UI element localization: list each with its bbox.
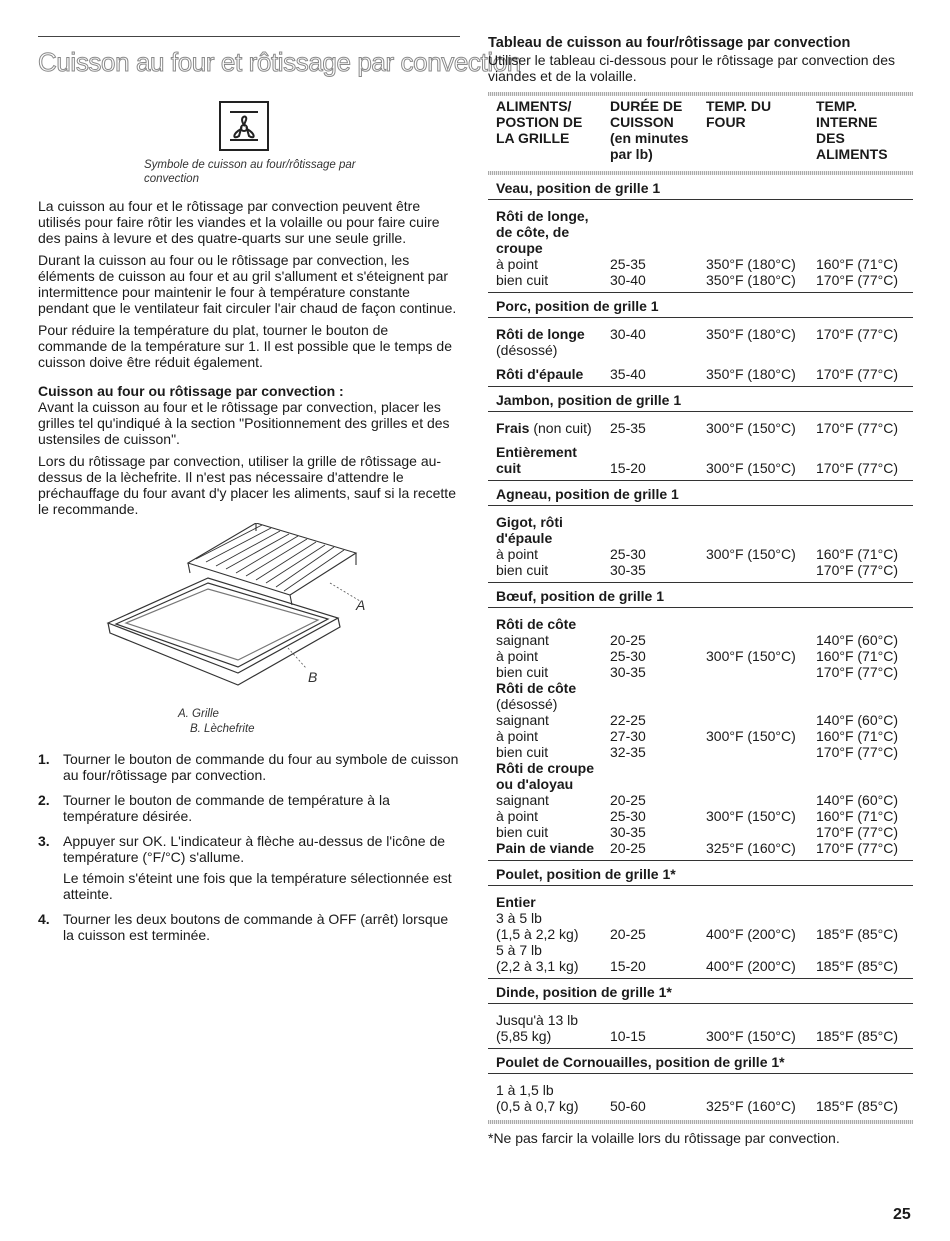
- table-intro: Utiliser le tableau ci-dessous pour le rôtissage par convection des viandes et de la volaille.: [488, 52, 895, 84]
- cell-food: [496, 208, 589, 224]
- cell-time: 35-40: [610, 366, 646, 382]
- label-a: A: [356, 597, 366, 613]
- header-oven-temp: TEMP. DU FOUR: [706, 98, 772, 130]
- cell-food: (5,85 kg): [496, 1028, 552, 1044]
- cell-time: 25-35: [610, 420, 646, 436]
- subheading: Cuisson au four ou rôtissage par convection :: [38, 383, 344, 399]
- cell-time: 25-30: [610, 648, 646, 664]
- convection-bake-roast-icon: [219, 101, 269, 151]
- cell-internal-temp: 185°F (85°C): [816, 958, 899, 974]
- table-row: [488, 712, 913, 728]
- cell-food: bien cuit: [496, 744, 549, 760]
- table-group: [488, 412, 913, 481]
- step-text: Tourner les deux boutons de commande à OFF (arrêt) lorsque la cuisson est terminée.: [63, 911, 449, 943]
- cell-oven-temp: 300°F (150°C): [706, 1028, 796, 1044]
- cell-food: [496, 326, 585, 342]
- cell-time: 30-40: [610, 326, 646, 342]
- rack-and-pan-illustration: [38, 523, 460, 703]
- table-row: [488, 1082, 913, 1098]
- cell-internal-temp: 160°F (71°C): [816, 256, 899, 272]
- table-row: [488, 696, 913, 712]
- cell-food: (0,5 à 0,7 kg): [496, 1098, 579, 1114]
- cell-food: (2,2 à 3,1 kg): [496, 958, 579, 974]
- table-section-heading: Poulet de Cornouailles, position de grille 1*: [488, 1049, 913, 1074]
- cell-time: 30-40: [610, 272, 646, 288]
- sub-paragraph-1: Avant la cuisson au four et le rôtissage par convection, placer les grilles tel qu'indiqué à la section "Positionnement des grilles et des ustensiles de cuisson".: [38, 399, 450, 447]
- table-row: [488, 926, 913, 942]
- cell-food-bold: Pain de viande: [496, 840, 595, 856]
- table-section-heading: Bœuf, position de grille 1: [488, 583, 913, 608]
- cell-internal-temp: 140°F (60°C): [816, 712, 899, 728]
- table-section-heading: Veau, position de grille 1: [488, 175, 913, 200]
- cell-oven-temp: 325°F (160°C): [706, 1098, 796, 1114]
- table-row: [488, 776, 913, 792]
- cell-food: bien cuit: [496, 272, 549, 288]
- step-2: [38, 792, 460, 824]
- cell-time: 25-30: [610, 808, 646, 824]
- right-column: [488, 35, 913, 1146]
- cell-oven-temp: 300°F (150°C): [706, 728, 796, 744]
- cell-food: (désossé): [496, 696, 558, 712]
- cell-internal-temp: 160°F (71°C): [816, 808, 899, 824]
- cell-internal-temp: 170°F (77°C): [816, 460, 899, 476]
- cell-food-bold: Gigot, rôti: [496, 514, 563, 530]
- header-food: ALIMENTS/ POSTION DE LA GRILLE: [496, 98, 583, 146]
- table-section-heading: Dinde, position de grille 1*: [488, 979, 913, 1004]
- cell-oven-temp: 300°F (150°C): [706, 808, 796, 824]
- cell-time: 20-25: [610, 792, 646, 808]
- illustration-caption-b: B. Lèchefrite: [190, 723, 255, 735]
- cell-food: bien cuit: [496, 824, 549, 840]
- cell-internal-temp: 170°F (77°C): [816, 664, 899, 680]
- cell-oven-temp: 300°F (150°C): [706, 460, 796, 476]
- label-b: B: [308, 669, 318, 685]
- table-row: [488, 664, 913, 680]
- cell-time: 27-30: [610, 728, 646, 744]
- cell-food: [496, 514, 563, 530]
- cell-food-bold: ou d'aloyau: [496, 776, 574, 792]
- cell-oven-temp: 325°F (160°C): [706, 840, 796, 856]
- table-bottom-border: [488, 1120, 913, 1124]
- table-row: [488, 530, 913, 546]
- cell-food: [496, 240, 543, 256]
- step-4: [38, 911, 460, 943]
- table-group: [488, 1004, 913, 1049]
- section-title: Cuisson au four et rôtissage par convection: [38, 47, 521, 77]
- step-text: Appuyer sur OK. L'indicateur à flèche au-dessus de l'icône de température (°F/°C) s'allume.: [63, 833, 446, 865]
- table-row: [488, 680, 913, 696]
- cell-food: à point: [496, 808, 539, 824]
- cell-time: 50-60: [610, 1098, 646, 1114]
- table-row: [488, 760, 913, 776]
- table-row: [488, 728, 913, 744]
- cell-internal-temp: 170°F (77°C): [816, 420, 899, 436]
- cell-food: à point: [496, 648, 539, 664]
- header-internal-temp: TEMP. INTERNE DES ALIMENTS: [816, 98, 888, 162]
- cell-food: bien cuit: [496, 664, 549, 680]
- cell-food: [496, 444, 577, 460]
- cell-food: [496, 760, 594, 776]
- intro-paragraph-2: Durant la cuisson au four ou le rôtissage par convection, les éléments de cuisson au four et au gril s'allument et s'éteignent par intermittence pour maintenir le four à température constante pendant que le ventilateur fait circuler l'air chaud de façon continue.: [38, 252, 457, 316]
- cell-internal-temp: 170°F (77°C): [816, 272, 899, 288]
- cell-internal-temp: 140°F (60°C): [816, 792, 899, 808]
- cell-food: (désossé): [496, 342, 558, 358]
- step-number: 3.: [38, 833, 50, 849]
- table-row: [488, 342, 913, 358]
- step-number: 2.: [38, 792, 50, 808]
- table-group: [488, 608, 913, 861]
- cell-food: à point: [496, 256, 539, 272]
- cell-food: bien cuit: [496, 562, 549, 578]
- cell-food-bold: de côte, de: [496, 224, 570, 240]
- step-text: Tourner le bouton de commande du four au symbole de cuisson au four/rôtissage par convection.: [63, 751, 459, 783]
- cell-food-suffix: (non cuit): [529, 420, 592, 436]
- step-number: 1.: [38, 751, 50, 767]
- cell-time: 22-25: [610, 712, 646, 728]
- cell-food: [496, 776, 573, 792]
- table-group: [488, 318, 913, 387]
- cell-oven-temp: 350°F (180°C): [706, 366, 796, 382]
- cell-food-bold: cuit: [496, 460, 521, 476]
- table-title: Tableau de cuisson au four/rôtissage par convection: [488, 35, 851, 51]
- cell-oven-temp: 350°F (180°C): [706, 272, 796, 288]
- cell-food: [496, 460, 521, 476]
- cell-food: [496, 366, 583, 382]
- table-row: [488, 1098, 913, 1114]
- cell-food: Jusqu'à 13 lb: [496, 1012, 579, 1028]
- table-group: [488, 506, 913, 583]
- cell-food-bold: Rôti de longe: [496, 326, 585, 342]
- table-row: [488, 240, 913, 256]
- cell-oven-temp: 400°F (200°C): [706, 958, 796, 974]
- table-row: [488, 358, 913, 366]
- cell-food-bold: d'épaule: [496, 530, 553, 546]
- table-row: [488, 648, 913, 664]
- cell-food: [496, 894, 536, 910]
- cell-internal-temp: 170°F (77°C): [816, 744, 899, 760]
- cell-internal-temp: 185°F (85°C): [816, 1098, 899, 1114]
- cell-food: [496, 680, 576, 696]
- cell-food: [496, 420, 592, 436]
- cell-food: [496, 616, 576, 632]
- table-row: [488, 808, 913, 824]
- cell-food: [496, 530, 552, 546]
- table-row: [488, 840, 913, 856]
- table-body: [488, 175, 913, 1118]
- cell-food: [496, 840, 594, 856]
- table-row: [488, 616, 913, 632]
- cell-time: 20-25: [610, 926, 646, 942]
- cell-food: à point: [496, 728, 539, 744]
- table-row: [488, 632, 913, 648]
- cell-internal-temp: 170°F (77°C): [816, 326, 899, 342]
- cell-food: 5 à 7 lb: [496, 942, 542, 958]
- cell-food: 1 à 1,5 lb: [496, 1082, 554, 1098]
- cell-food: à point: [496, 546, 539, 562]
- cell-internal-temp: 170°F (77°C): [816, 562, 899, 578]
- cell-food-bold: Entièrement: [496, 444, 577, 460]
- cell-internal-temp: 160°F (71°C): [816, 546, 899, 562]
- footnote: *Ne pas farcir la volaille lors du rôtissage par convection.: [488, 1130, 840, 1146]
- cell-time: 32-35: [610, 744, 646, 760]
- cell-internal-temp: 160°F (71°C): [816, 728, 899, 744]
- cell-time: 30-35: [610, 562, 646, 578]
- table-row: [488, 224, 913, 240]
- table-row: [488, 208, 913, 224]
- cell-internal-temp: 170°F (77°C): [816, 840, 899, 856]
- page-number: 25: [893, 1206, 911, 1223]
- cell-oven-temp: 350°F (180°C): [706, 256, 796, 272]
- cell-time: 30-35: [610, 824, 646, 840]
- table-header: [488, 96, 913, 171]
- table-row: [488, 1028, 913, 1044]
- table-row: [488, 744, 913, 760]
- cell-food-bold: Rôti de croupe: [496, 760, 595, 776]
- cell-internal-temp: 185°F (85°C): [816, 926, 899, 942]
- table-row: [488, 546, 913, 562]
- table-row: [488, 366, 913, 382]
- cell-time: 15-20: [610, 460, 646, 476]
- cell-food: (1,5 à 2,2 kg): [496, 926, 579, 942]
- cell-food: [496, 224, 569, 240]
- cell-time: 20-25: [610, 840, 646, 856]
- intro-paragraph-3: Pour réduire la température du plat, tourner le bouton de commande de la température sur 1. Il est possible que le temps de cuisson doive être réduit également.: [38, 322, 452, 370]
- table-row: [488, 420, 913, 436]
- title-rule: [38, 36, 460, 37]
- table-row: [488, 894, 913, 910]
- cell-food-bold: Rôti de longe,: [496, 208, 589, 224]
- cell-food: saignant: [496, 632, 549, 648]
- table-row: [488, 514, 913, 530]
- step-3: [38, 833, 460, 902]
- cell-oven-temp: 400°F (200°C): [706, 926, 796, 942]
- cell-internal-temp: 170°F (77°C): [816, 824, 899, 840]
- table-row: [488, 444, 913, 460]
- cell-food-bold: croupe: [496, 240, 543, 256]
- table-row: [488, 436, 913, 444]
- cell-food-bold: Rôti de côte: [496, 616, 577, 632]
- cell-food: saignant: [496, 712, 549, 728]
- table-section-heading: Agneau, position de grille 1: [488, 481, 913, 506]
- step-number: 4.: [38, 911, 50, 927]
- header-time: DURÉE DE CUISSON (en minutes par lb): [610, 98, 689, 162]
- step-note: Le témoin s'éteint une fois que la température sélectionnée est atteinte.: [63, 870, 452, 902]
- cell-food-bold: Entier: [496, 894, 536, 910]
- symbol-caption: Symbole de cuisson au four/rôtissage par convection: [144, 159, 356, 185]
- table-row: [488, 272, 913, 288]
- table-row: [488, 326, 913, 342]
- table-section-heading: Porc, position de grille 1: [488, 293, 913, 318]
- table-section-heading: Poulet, position de grille 1*: [488, 861, 913, 886]
- cell-time: 25-35: [610, 256, 646, 272]
- cell-time: 15-20: [610, 958, 646, 974]
- step-text: Tourner le bouton de commande de température à la température désirée.: [63, 792, 390, 824]
- cell-internal-temp: 170°F (77°C): [816, 366, 899, 382]
- cell-oven-temp: 300°F (150°C): [706, 546, 796, 562]
- steps-list: [38, 751, 460, 943]
- intro-paragraph-1: La cuisson au four et le rôtissage par convection peuvent être utilisés pour faire rôtir les viandes et la volaille ou pour faire cuire des pains à levure et des quatre-quarts sur une seule grille.: [38, 198, 440, 246]
- table-row: [488, 562, 913, 578]
- cell-food: 3 à 5 lb: [496, 910, 542, 926]
- cell-internal-temp: 140°F (60°C): [816, 632, 899, 648]
- cell-food-bold: Rôti d'épaule: [496, 366, 584, 382]
- table-group: [488, 886, 913, 979]
- table-row: [488, 958, 913, 974]
- cell-time: 25-30: [610, 546, 646, 562]
- table-group: [488, 1074, 913, 1118]
- table-group: [488, 200, 913, 293]
- cell-time: 10-15: [610, 1028, 646, 1044]
- table-row: [488, 256, 913, 272]
- table-row: [488, 1012, 913, 1028]
- cell-time: 30-35: [610, 664, 646, 680]
- step-1: [38, 751, 460, 783]
- cell-food-bold: Rôti de côte: [496, 680, 577, 696]
- cell-oven-temp: 350°F (180°C): [706, 326, 796, 342]
- table-row: [488, 824, 913, 840]
- table-row: [488, 792, 913, 808]
- cell-food: saignant: [496, 792, 549, 808]
- table-row: [488, 910, 913, 926]
- cell-internal-temp: 160°F (71°C): [816, 648, 899, 664]
- table-section-heading: Jambon, position de grille 1: [488, 387, 913, 412]
- illustration-caption-a: A. Grille: [178, 708, 219, 720]
- cell-oven-temp: 300°F (150°C): [706, 420, 796, 436]
- cell-time: 20-25: [610, 632, 646, 648]
- cell-oven-temp: 300°F (150°C): [706, 648, 796, 664]
- table-row: [488, 942, 913, 958]
- sub-paragraph-2: Lors du rôtissage par convection, utiliser la grille de rôtissage au-dessus de la lèchefrite. Il n'est pas nécessaire d'attendre le préchauffage du four avant d'y placer les aliments, sauf si la recette le recommande.: [38, 453, 456, 517]
- table-row: [488, 460, 913, 476]
- cell-food-bold: Frais: [496, 420, 530, 436]
- cell-internal-temp: 185°F (85°C): [816, 1028, 899, 1044]
